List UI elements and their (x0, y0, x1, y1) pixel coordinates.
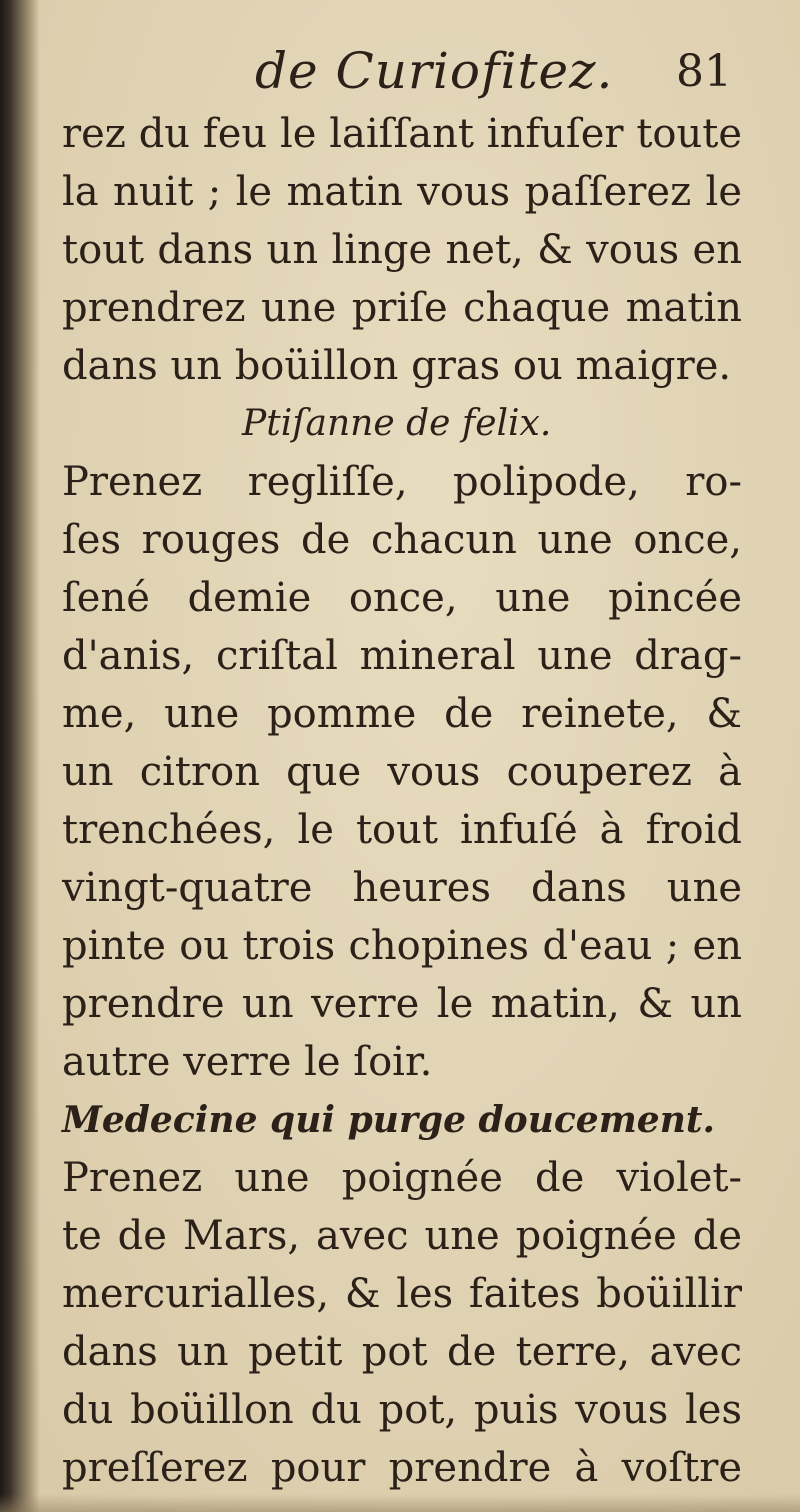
text-line: prendrez une priſe chaque matin (62, 285, 742, 331)
section-heading: Ptiſanne de felix. (242, 403, 552, 444)
text-line: me, une pomme de reinete, & (62, 691, 742, 737)
text-line: pinte ou trois chopines d'eau ; en (62, 923, 742, 969)
text-line: preſſerez pour prendre à voſtre (62, 1445, 742, 1491)
text-line: du boüillon du pot, puis vous les (62, 1387, 742, 1433)
text-line: prendre un verre le matin, & un (62, 981, 742, 1027)
text-line: dans un boüillon gras ou maigre. (62, 343, 732, 389)
text-block (62, 105, 742, 1497)
text-line: te de Mars, avec une poignée de (62, 1213, 742, 1259)
text-line: Prenez regliſſe, polipode, ro- (62, 459, 742, 505)
text-line: autre verre le ſoir. (62, 1039, 433, 1085)
page-number: 81 (676, 46, 732, 97)
text-line: ſes rouges de chacun une once, (62, 517, 742, 563)
text-line: tout dans un linge net, & vous en (62, 227, 742, 273)
text-line: ſené demie once, une pincée (62, 575, 742, 621)
text-line: Prenez une poignée de violet- (62, 1155, 742, 1201)
text-line: vingt-quatre heures dans une (62, 865, 742, 911)
paragraph-1 (62, 105, 742, 395)
paragraph-3 (62, 1149, 742, 1497)
running-title: de Curiofitez. (255, 42, 614, 100)
text-line: trenchées, le tout infuſé à froid (62, 807, 742, 853)
section-heading: Medecine qui purge doucement. (62, 1099, 716, 1141)
text-line: d'anis, criſtal mineral une drag- (62, 633, 742, 679)
paragraph-2 (62, 453, 742, 1091)
page-bottom-edge (0, 1494, 800, 1512)
binding-shadow (0, 0, 40, 1512)
text-line: dans un petit pot de terre, avec (62, 1329, 742, 1375)
text-line: mercurialles, & les faites boüillir (62, 1271, 742, 1317)
text-line: la nuit ; le matin vous paſſerez le (62, 169, 742, 215)
text-line: un citron que vous couperez à (62, 749, 742, 795)
text-line: rez du feu le laiſſant infuſer toute (62, 111, 742, 157)
